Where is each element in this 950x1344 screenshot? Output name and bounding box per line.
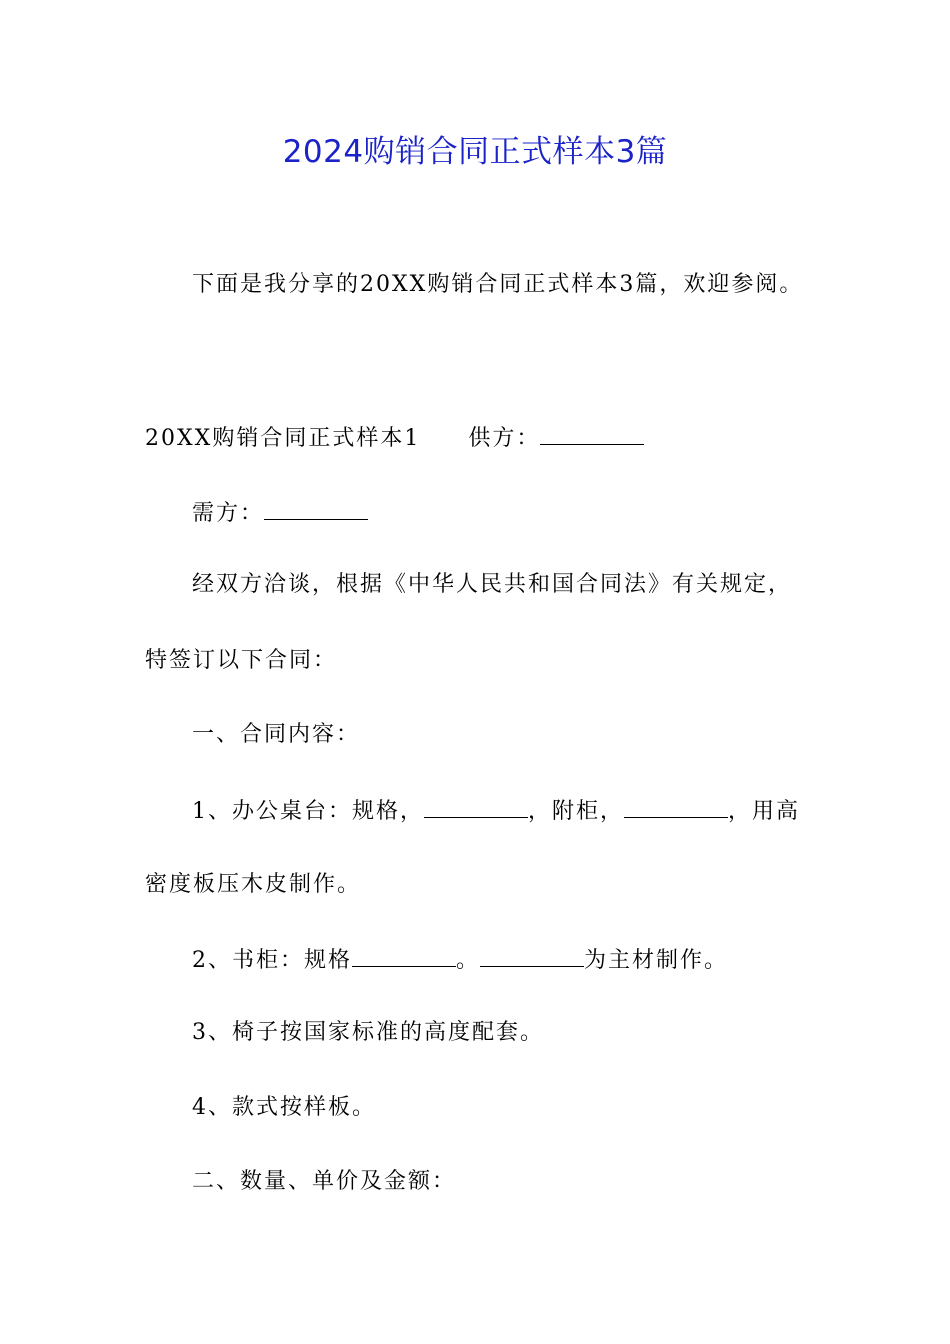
sample1-heading: 20XX购销合同正式样本1 (145, 426, 421, 451)
item2-material-blank (480, 944, 584, 967)
supplier-blank (540, 422, 644, 445)
item1-part2: ，附柜， (528, 799, 625, 824)
item2-line (192, 944, 728, 976)
item2-spec-blank (352, 944, 456, 967)
section1-heading: 一、合同内容： (192, 722, 361, 747)
buyer-label: 需方： (192, 501, 265, 526)
buyer-blank (264, 497, 368, 520)
item2-part3: 为主材制作。 (584, 948, 729, 973)
item1-cabinet-blank (624, 795, 728, 818)
item2-part1: 2、书柜：规格 (192, 948, 352, 973)
item1-line-2: 密度板压木皮制作。 (145, 872, 362, 897)
section2-heading: 二、数量、单价及金额： (192, 1169, 457, 1194)
item1-part1: 1、办公桌台：规格， (192, 799, 424, 824)
item2-part2: 。 (456, 948, 481, 973)
item1-part3: ，用高 (728, 799, 801, 824)
intro-paragraph: 下面是我分享的20XX购销合同正式样本3篇，欢迎参阅。 (192, 272, 804, 297)
negotiation-line-2: 特签订以下合同： (145, 648, 338, 673)
item3-line: 3、椅子按国家标准的高度配套。 (192, 1020, 544, 1045)
buyer-line (192, 497, 368, 529)
item1-line (192, 795, 800, 827)
document-title: 2024购销合同正式样本3篇 (282, 134, 668, 170)
supplier-label: 供方： (468, 426, 541, 451)
item4-line: 4、款式按样板。 (192, 1095, 376, 1120)
sample1-heading-line (145, 422, 644, 454)
item1-spec-blank (424, 795, 528, 818)
negotiation-line-1: 经双方洽谈，根据《中华人民共和国合同法》有关规定， (192, 572, 793, 597)
